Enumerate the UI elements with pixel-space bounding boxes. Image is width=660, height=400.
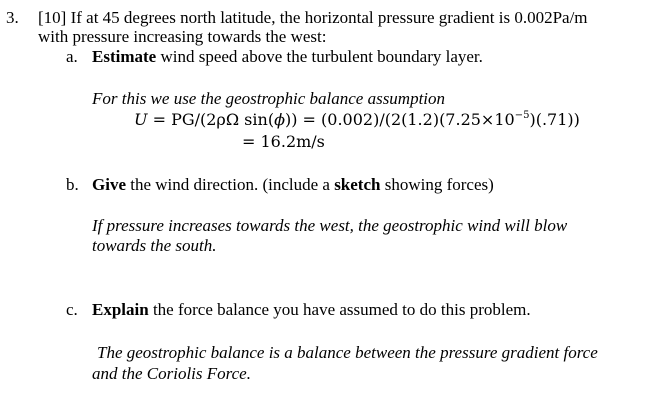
part-a-answer-intro: For this we use the geostrophic balance assumption	[92, 89, 446, 108]
part-c-label: c.	[66, 300, 78, 319]
part-a-label: a.	[66, 47, 78, 66]
part-c-prompt	[92, 300, 531, 320]
eq-lhs: U	[134, 110, 148, 129]
eq-mid: = PG/(2ρΩ sin(	[147, 110, 275, 129]
question-line-1: [10] If at 45 degrees north latitude, the horizontal pressure gradient is 0.002Pa/m	[38, 8, 588, 27]
part-b-rest-1: the wind direction. (include a	[126, 175, 335, 194]
eq-phi: ϕ	[274, 110, 285, 129]
part-a-equation	[134, 110, 580, 130]
part-c-answer-line-1: The geostrophic balance is a balance between the pressure gradient force	[97, 343, 598, 362]
eq-rhs-b: )(.71))	[529, 110, 580, 129]
part-b-answer-line-1: If pressure increases towards the west, the geostrophic wind will blow	[92, 216, 568, 235]
part-b-rest-2: showing forces)	[380, 175, 494, 194]
part-a-verb: Estimate	[92, 47, 157, 66]
part-a-rest: wind speed above the turbulent boundary layer.	[156, 47, 483, 66]
part-b-prompt	[92, 175, 494, 195]
part-b-answer-line-2: towards the south.	[92, 236, 217, 255]
part-b-label: b.	[66, 175, 79, 194]
part-b-bold-sketch: sketch	[334, 175, 381, 194]
part-c-rest: the force balance you have assumed to do this problem.	[148, 300, 531, 319]
eq-exponent: −5	[514, 110, 530, 121]
part-c-verb: Explain	[92, 300, 149, 319]
eq-rhs-a: )) = (0.002)/(2(1.2)(7.25×10	[284, 110, 515, 129]
question-number: 3.	[6, 8, 19, 27]
part-b-verb: Give	[92, 175, 126, 194]
question-line-2: with pressure increasing towards the west:	[38, 27, 327, 46]
part-c-answer-line-2: and the Coriolis Force.	[92, 364, 251, 383]
part-a-prompt	[92, 47, 483, 67]
part-a-result: = 16.2m/s	[242, 132, 325, 151]
